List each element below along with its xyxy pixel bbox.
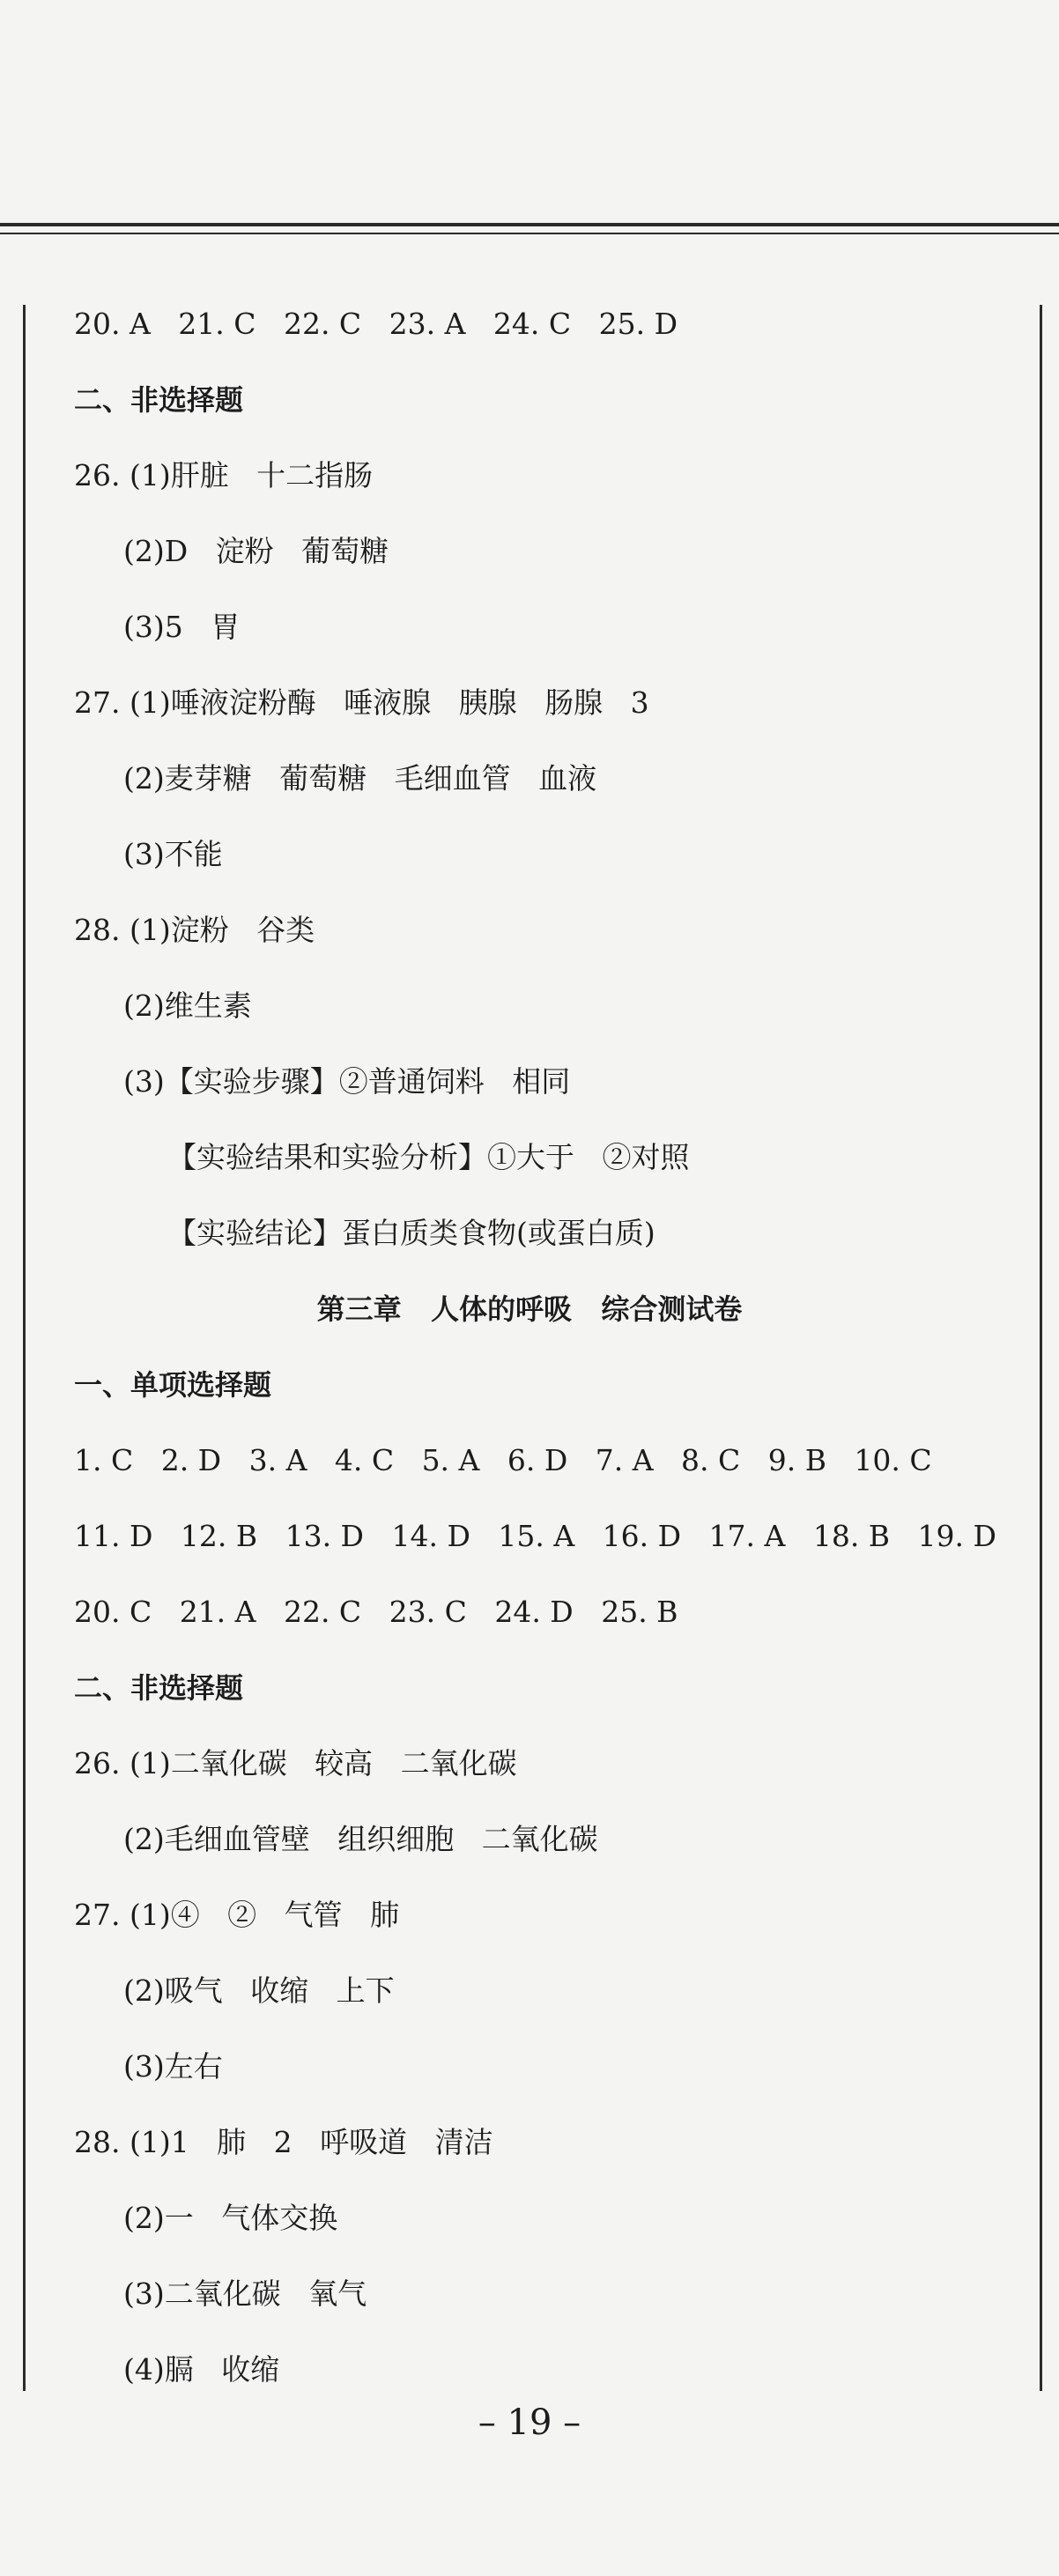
answer-line: 28. (1)1 肺 2 呼吸道 清洁	[74, 2125, 493, 2159]
section-heading: 一、单项选择题	[74, 1368, 272, 1402]
answer-line: 26. (1)二氧化碳 较高 二氧化碳	[74, 1746, 517, 1780]
page-number: – 19 –	[478, 2402, 581, 2443]
answer-line: 20. C 21. A 22. C 23. C 24. D 25. B	[74, 1595, 678, 1629]
section-heading: 二、非选择题	[74, 383, 244, 417]
answer-line: (4)膈 收缩	[123, 2352, 280, 2387]
answer-line: (3)5 胃	[123, 610, 241, 644]
answer-line: 27. (1)唾液淀粉酶 唾液腺 胰腺 肠腺 3	[74, 685, 649, 720]
answer-line: 20. A 21. C 22. C 23. A 24. C 25. D	[74, 307, 678, 341]
answer-line: 26. (1)肝脏 十二指肠	[74, 458, 374, 492]
answer-line: (2)吸气 收缩 上下	[123, 1973, 395, 2008]
answer-line: (2)一 气体交换	[123, 2201, 338, 2235]
answer-line: 11. D 12. B 13. D 14. D 15. A 16. D 17. A 18. B 19. D	[74, 1519, 996, 1553]
answer-line: (3)左右	[123, 2049, 223, 2084]
header-rule-thin	[0, 233, 1059, 234]
answer-line: 27. (1)④ ② 气管 肺	[74, 1898, 400, 1932]
chapter-title: 第三章 人体的呼吸 综合测试卷	[316, 1292, 743, 1326]
answer-line: (2)毛细血管壁 组织细胞 二氧化碳	[123, 1822, 598, 1856]
answer-line: (3)【实验步骤】②普通饲料 相同	[123, 1064, 571, 1099]
header-rule-thick	[0, 223, 1059, 226]
answer-line: 1. C 2. D 3. A 4. C 5. A 6. D 7. A 8. C 9. B 10. C	[74, 1443, 932, 1477]
answer-line: 【实验结果和实验分析】①大于 ②对照	[167, 1140, 690, 1174]
answer-line: (3)不能	[123, 837, 223, 871]
right-margin-line	[1040, 305, 1042, 2391]
answer-line: (2)D 淀粉 葡萄糖	[123, 534, 389, 568]
answer-line: (2)麦芽糖 葡萄糖 毛细血管 血液	[123, 761, 597, 796]
answer-line: 【实验结论】蛋白质类食物(或蛋白质)	[167, 1216, 655, 1250]
answer-line: (3)二氧化碳 氧气	[123, 2276, 367, 2311]
answer-line: (2)维生素	[123, 988, 252, 1023]
left-margin-line	[23, 305, 26, 2391]
section-heading: 二、非选择题	[74, 1671, 244, 1705]
answer-line: 28. (1)淀粉 谷类	[74, 913, 315, 947]
